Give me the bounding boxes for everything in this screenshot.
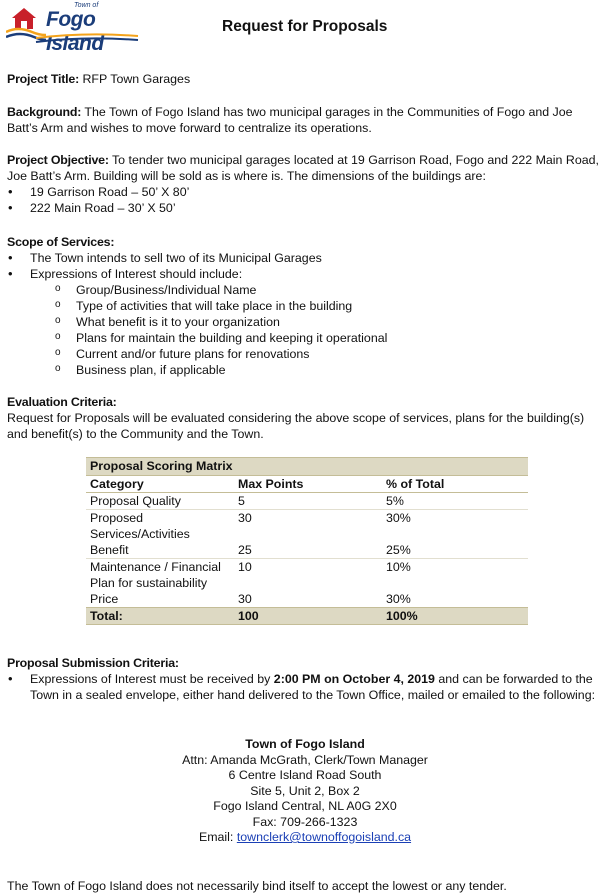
scope-sub-bullet: o What benefit is it to your organization	[7, 314, 603, 330]
objective-text: To tender two municipal garages located at 19 Garrison Road, Fogo and 222 Main Road, Joe Batt’s Arm. Building will be sold as is where is. The dimensions of the buildings are:	[7, 153, 599, 183]
town-logo	[6, 2, 140, 55]
matrix-cell: 25	[234, 542, 382, 559]
contact-org: Town of Fogo Island	[245, 737, 365, 751]
contact-email-line	[0, 830, 610, 846]
project-title-text: RFP Town Garages	[79, 72, 191, 86]
matrix-cell: Proposal Quality	[86, 493, 234, 510]
contact-fax: Fax: 709-266-1323	[252, 814, 358, 829]
contact-email-label: Email:	[198, 830, 237, 844]
scope-sub-bullet: o Group/Business/Individual Name	[7, 282, 603, 298]
scope-label: Scope of Services:	[7, 235, 115, 249]
matrix-cell: 10%	[386, 560, 411, 574]
table-row	[86, 510, 528, 543]
matrix-cell: 10	[238, 560, 252, 574]
submission-bullet	[7, 671, 603, 703]
matrix-cell: 30%	[386, 592, 411, 606]
matrix-cell: 25%	[382, 542, 528, 559]
evaluation-label: Evaluation Criteria:	[7, 395, 117, 409]
scope-section	[7, 234, 603, 378]
scope-bullet: • The Town intends to sell two of its Municipal Garages	[7, 250, 603, 266]
document-title: Request for Proposals	[222, 18, 388, 35]
scope-sub-bullet: o Business plan, if applicable	[7, 362, 603, 378]
table-row	[86, 542, 528, 559]
matrix-cell: 30	[238, 592, 252, 606]
matrix-cell: 5%	[382, 493, 528, 510]
matrix-title: Proposal Scoring Matrix	[86, 458, 528, 476]
matrix-cell: Benefit	[86, 542, 234, 559]
submission-deadline: 2:00 PM on October 4, 2019	[273, 672, 435, 686]
matrix-header-percent: % of Total	[382, 476, 528, 493]
table-row	[86, 559, 528, 592]
objective-bullet: • 19 Garrison Road – 50’ X 80’	[7, 184, 603, 200]
project-title-section	[7, 71, 603, 87]
background-section	[7, 104, 603, 136]
logo-town-of: Town of	[74, 2, 99, 9]
submission-section	[7, 655, 603, 703]
table-row	[86, 591, 528, 608]
submission-label: Proposal Submission Criteria:	[7, 656, 179, 670]
scoring-matrix-table	[86, 457, 528, 625]
evaluation-section	[7, 394, 603, 442]
objective-bullet: • 222 Main Road – 30’ X 50’	[7, 200, 603, 216]
scope-sub-bullet: o Current and/or future plans for renovations	[7, 346, 603, 362]
logo-fogo-island: Fogo Island	[46, 8, 104, 55]
matrix-total-label: Total:	[86, 608, 234, 625]
matrix-total-percent: 100%	[382, 608, 528, 625]
matrix-header-category: Category	[86, 476, 234, 493]
matrix-cell: 30%	[386, 511, 411, 525]
background-label: Background:	[7, 105, 82, 119]
table-row	[86, 493, 528, 510]
contact-email-link[interactable]: townclerk@townoffogoisland.ca	[236, 830, 412, 844]
logo-swoosh	[6, 32, 140, 44]
project-title-label: Project Title:	[7, 72, 80, 86]
matrix-cell: 30	[238, 511, 252, 525]
footer-disclaimer: The Town of Fogo Island does not necessarily bind itself to accept the lowest or any tender.	[7, 879, 507, 893]
matrix-total-points: 100	[234, 608, 382, 625]
contact-address-3: Fogo Island Central, NL A0G 2X0	[213, 799, 397, 813]
matrix-cell: 5	[234, 493, 382, 510]
matrix-header-max-points: Max Points	[234, 476, 382, 493]
table-total-row	[86, 608, 528, 625]
objective-label: Project Objective:	[7, 153, 109, 167]
contact-block	[0, 737, 610, 846]
contact-address-1: 6 Centre Island Road South	[228, 768, 382, 782]
contact-attn: Attn: Amanda McGrath, Clerk/Town Manager	[182, 752, 428, 767]
objective-section	[7, 152, 603, 216]
evaluation-text: Request for Proposals will be evaluated considering the above scope of services, plans for the building(s) and benefit(s) to the Community and the Town.	[7, 411, 585, 441]
matrix-cell: Proposed Services/Activities	[90, 511, 190, 541]
background-text: The Town of Fogo Island has two municipal garages in the Communities of Fogo and Joe Batt’s Arm and wishes to move forward to centralize its operations.	[7, 105, 573, 135]
scope-bullet: • Expressions of Interest should include:	[7, 266, 603, 282]
submission-text-before: Expressions of Interest must be received by	[30, 672, 274, 686]
submission-text-after: and can be forwarded to the Town in a sealed envelope, either hand delivered to the Town Office, mailed or emailed to the following:	[30, 672, 596, 702]
matrix-cell: Maintenance / Financial Plan for sustainability	[90, 560, 221, 590]
scope-sub-bullet: o Type of activities that will take place in the building	[7, 298, 603, 314]
contact-address-2: Site 5, Unit 2, Box 2	[250, 783, 360, 798]
scope-sub-bullet: o Plans for maintain the building and keeping it operational	[7, 330, 603, 346]
matrix-cell: Price	[90, 592, 119, 606]
